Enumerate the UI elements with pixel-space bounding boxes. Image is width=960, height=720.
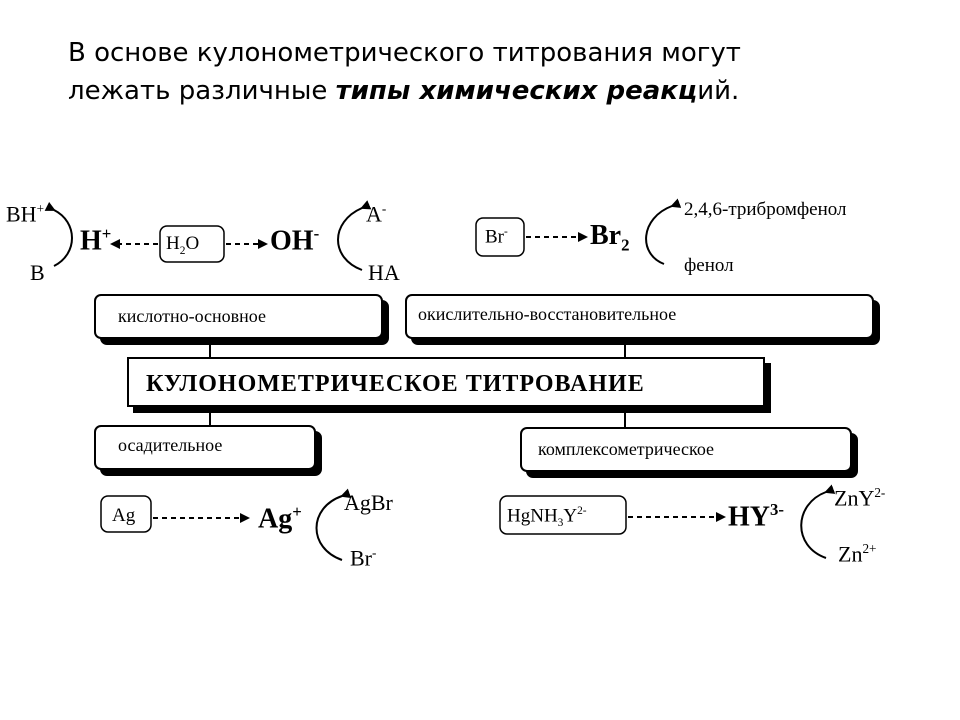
label-complexometric: комплексометрическое: [538, 439, 715, 459]
species-zn: $Zn^{2+}$: [838, 541, 877, 567]
species-oh-ion: OH-: [270, 224, 320, 257]
label-acid-base: кислотно-основное: [118, 306, 267, 326]
species-bh: BH+: [6, 201, 44, 227]
species-zny: ZnY$^{2-}$: [834, 485, 886, 511]
curve-hy: [801, 492, 826, 558]
species-agbr: AgBr: [344, 490, 393, 515]
species-br2: $Br_2$: [590, 220, 630, 255]
species-water: $H_2O$: [166, 233, 200, 257]
label-precipitation: осадительное: [118, 435, 223, 455]
species-phenol: фенол: [684, 255, 734, 276]
heading-emphasis: типы химических реакц: [335, 76, 698, 106]
heading-line-1: В основе кулонометрического титрования могут: [68, 38, 741, 68]
species-ha: HA: [368, 260, 400, 285]
species-ag-ion: Ag+: [258, 502, 302, 535]
species-h-ion: H+: [80, 224, 112, 257]
label-redox: окислительно-восстановительное: [418, 304, 677, 324]
species-ag: Ag: [112, 505, 136, 526]
species-bromide-ion: Br-: [350, 545, 377, 571]
curve-ag: [317, 496, 343, 560]
species-hgnh3y: $HgNH_3Y^{2-}$: [507, 505, 587, 530]
heading-line-2-end: ий.: [697, 76, 740, 106]
species-tribromophenol: 2,4,6-трибромфенол: [684, 199, 847, 220]
heading-line-2-start: лежать различные: [68, 76, 336, 106]
species-hy: $HY^{3-}$: [728, 500, 784, 533]
curve-bh-b: [54, 210, 72, 266]
species-a-ion: A-: [366, 201, 387, 227]
curve-a-ha: [338, 208, 362, 270]
curve-br2: [646, 206, 672, 264]
species-b: B: [30, 260, 45, 285]
species-bromide: Br-: [485, 226, 508, 248]
center-title: КУЛОНОМЕТРИЧЕСКОЕ ТИТРОВАНИЕ: [146, 371, 645, 397]
